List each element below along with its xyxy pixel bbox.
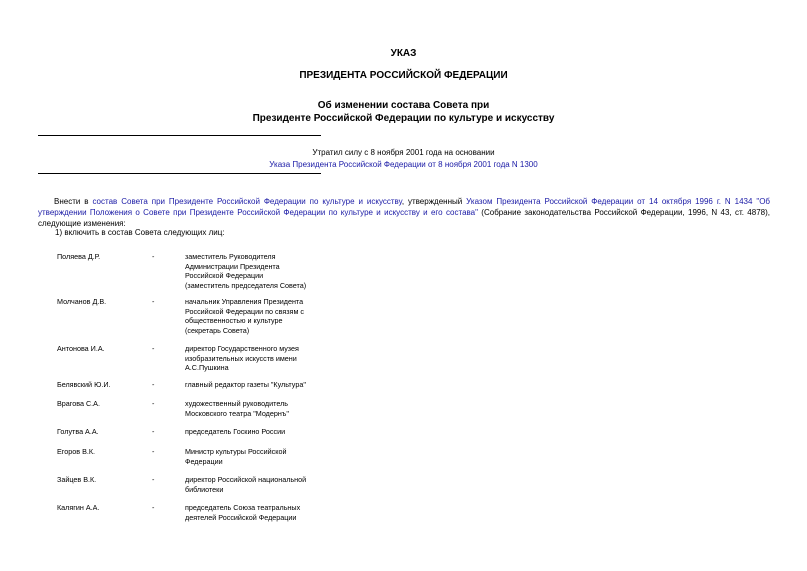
member-dash: - bbox=[152, 447, 155, 456]
intro-text-2: , утвержденный bbox=[401, 197, 467, 206]
item-1-heading: 1) включить в состав Совета следующих лиц: bbox=[55, 228, 225, 237]
member-dash: - bbox=[152, 252, 155, 261]
divider-bottom bbox=[38, 173, 321, 174]
member-name: Егоров В.К. bbox=[57, 447, 96, 456]
member-position-line: (секретарь Совета) bbox=[185, 325, 250, 335]
status-text: Утратил силу с 8 ноября 2001 года на основании bbox=[312, 148, 495, 157]
member-dash: - bbox=[152, 297, 155, 306]
member-position-line: главный редактор газеты "Культура" bbox=[185, 380, 306, 389]
member-position-line: Администрации Президента bbox=[185, 261, 280, 271]
subject-line-1: Об изменении состава Совета при bbox=[317, 100, 490, 111]
status-link[interactable]: Указа Президента Российской Федерации от 8 ноября 2001 года N 1300 bbox=[269, 160, 538, 169]
member-position bbox=[185, 380, 315, 390]
document-subject bbox=[0, 99, 807, 125]
member-name: Голутва А.А. bbox=[57, 427, 99, 436]
council-composition-link[interactable]: состав Совета при Президенте Российской Федерации по культуре и искусству bbox=[92, 197, 402, 206]
member-name: Молчанов Д.В. bbox=[57, 297, 107, 306]
member-position-line: А.С.Пушкина bbox=[185, 363, 229, 372]
member-position bbox=[185, 475, 315, 494]
member-position-line: Российской Федерации по связям с bbox=[185, 306, 304, 316]
member-position-line: начальник Управления Президента bbox=[185, 297, 304, 306]
document-type: УКАЗ bbox=[390, 48, 417, 59]
member-name: Калягин А.А. bbox=[57, 503, 100, 512]
status-note bbox=[0, 147, 807, 171]
member-position bbox=[185, 399, 315, 418]
member-position-line: Министр культуры Российской bbox=[185, 447, 287, 456]
member-position-line: директор Государственного музея bbox=[185, 344, 299, 353]
member-position-line: деятелей Российской Федерации bbox=[185, 512, 297, 522]
member-position bbox=[185, 447, 315, 466]
member-position-line: председатель Госкино России bbox=[185, 427, 286, 436]
member-position-line: директор Российской национальной bbox=[185, 475, 307, 484]
member-position-line: художественный руководитель bbox=[185, 399, 289, 408]
member-position-line: изобразительных искусств имени bbox=[185, 353, 297, 363]
document-issuer: ПРЕЗИДЕНТА РОССИЙСКОЙ ФЕДЕРАЦИИ bbox=[299, 70, 508, 81]
member-name: Антонова И.А. bbox=[57, 344, 105, 353]
member-position-line: Российской Федерации bbox=[185, 271, 264, 280]
member-dash: - bbox=[152, 380, 155, 389]
decree-1434-link[interactable]: Указом Президента Российской Федерации от 14 октября 1996 г. N 1434 "Об утверждении Положения о Совете при Президенте Российской Федерации по культуре и искусству и его состава" bbox=[38, 197, 771, 217]
member-position-line: заместитель Руководителя bbox=[185, 252, 276, 261]
member-dash: - bbox=[152, 399, 155, 408]
intro-paragraph bbox=[38, 196, 770, 229]
member-position bbox=[185, 503, 315, 522]
member-position-line: общественностью и культуре bbox=[185, 316, 283, 325]
member-position-line: библиотеки bbox=[185, 484, 224, 494]
member-dash: - bbox=[152, 475, 155, 484]
member-name: Белявский Ю.И. bbox=[57, 380, 111, 389]
intro-text-1: Внести в bbox=[54, 197, 93, 206]
member-position-line: Федерации bbox=[185, 456, 223, 466]
member-name: Врагова С.А. bbox=[57, 399, 100, 408]
member-name: Поляева Д.Р. bbox=[57, 252, 101, 261]
member-position bbox=[185, 427, 315, 437]
member-dash: - bbox=[152, 503, 155, 512]
member-position-line: (заместитель председателя Совета) bbox=[185, 280, 307, 290]
member-dash: - bbox=[152, 427, 155, 436]
intro-text-3: (Собрание законодательства Российской Федерации, 1996, N 43, ст. 4878), следующие изменения: bbox=[38, 208, 770, 228]
subject-line-2: Президенте Российской Федерации по культуре и искусству bbox=[252, 113, 555, 124]
member-dash: - bbox=[152, 344, 155, 353]
member-name: Зайцев В.К. bbox=[57, 475, 97, 484]
member-position bbox=[185, 344, 315, 373]
member-position-line: Московского театра "Модернъ" bbox=[185, 408, 289, 418]
member-position bbox=[185, 297, 315, 335]
member-position bbox=[185, 252, 315, 290]
member-position-line: председатель Союза театральных bbox=[185, 503, 301, 512]
divider-top bbox=[38, 135, 321, 136]
